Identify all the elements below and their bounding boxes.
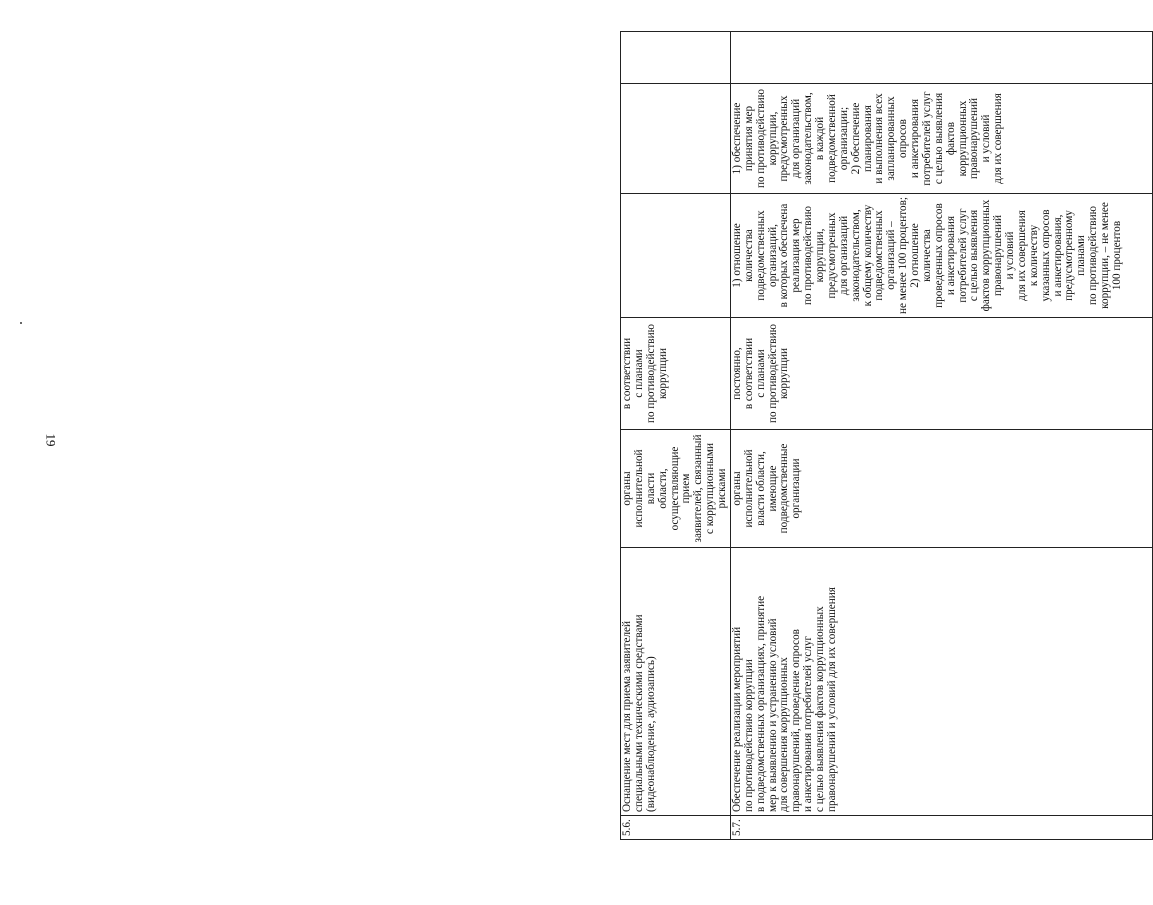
result-cell [621,84,731,194]
term-cell: в соответствии с планами по противодействию коррупции [621,318,731,430]
executor-cell: органы исполнительной власти области, имеющие подведомственные организации [730,430,1152,548]
page-number: 19 [43,433,59,447]
indicators-cell: 1) отношение количества подведомственных организаций, в которых обеспечена реализация мер по противодействию коррупции, предусмотренных для организаций законодательством, к общему количеству подведомственных организаций – не менее 100 процентов; 2) отношение количества проведенных опросов и анкетирования потребителей услуг с целью выявления фактов коррупционных правонарушений и условий для их совершения к количеству указанных опросов и анкетирования, предусмотренному планами по противодействию коррупции, – не менее 100 процентов [730,194,1152,318]
scan-speck [20,322,22,324]
measure-cell: Оснащение мест для приема заявителей специальными техническими средствами (видеонаблюдение, аудиозапись) [621,548,731,816]
row-number: 5.7. [730,816,1152,840]
empty-cell [621,32,731,84]
empty-cell [730,32,1152,84]
result-cell: 1) обеспечение принятия мер по противодействию коррупции, предусмотренных для организаций законодательством, в каждой подведомственной организации; 2) обеспечение планирования и выполнения всех запланированных опросов и анкетирования потребителей услуг с целью выявления фактов коррупционных правонарушений и условий для их совершения [730,84,1152,194]
table-row [621,32,731,840]
rotated-table-wrapper [87,32,1123,836]
measures-table [620,31,1153,840]
term-cell: постоянно, в соответствии с планами по противодействию коррупции [730,318,1152,430]
rotated-table-inner [620,32,1153,840]
measure-cell: Обеспечение реализации мероприятий по противодействию коррупции в подведомственных организациях, принятие мер к выявлению и устранению условий для совершения коррупционных правонарушений, проведение опросов и анкетирования потребителей услуг с целью выявления фактов коррупционных правонарушений и условий для их совершения [730,548,1152,816]
table-row [730,32,1152,840]
indicators-cell [621,194,731,318]
row-number: 5.6. [621,816,731,840]
executor-cell: органы исполнительной власти области, осуществляющие прием заявителей, связанный с коррупционными рисками [621,430,731,548]
